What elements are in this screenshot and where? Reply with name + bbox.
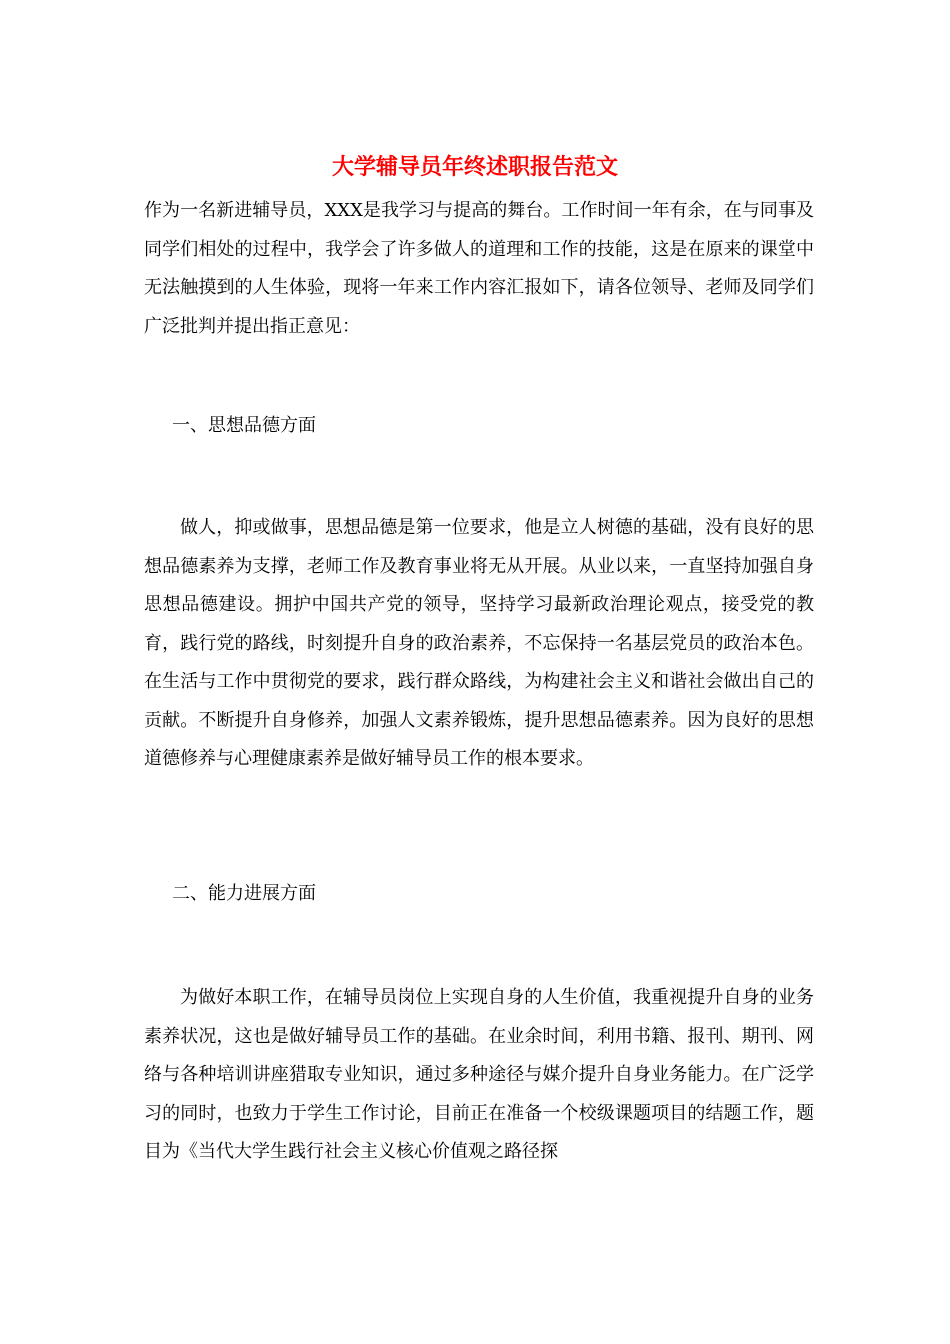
section-heading-ability: 二、能力进展方面 bbox=[172, 883, 316, 904]
section-body-moral: 做人，抑或做事，思想品德是第一位要求，他是立人树德的基础，没有良好的思想品德素养为支撑，老师工作及教育事业将无从开展。从业以来，一直坚持加强自身思想品德建设。拥护中国共产党的领导，坚持学习最新政治理论观点，接受党的教育，践行党的路线，时刻提升自身的政治素养，不忘保持一名基层党员的政治本色。在生活与工作中贯彻党的要求，践行群众路线，为构建社会主义和谐社会做出自己的贡献。不断提升自身修养，加强人文素养锻炼，提升思想品德素养。因为良好的思想道德修养与心理健康素养是做好辅导员工作的根本要求。 bbox=[144, 517, 814, 769]
section-heading-moral: 一、思想品德方面 bbox=[172, 415, 316, 436]
section-body-ability: 为做好本职工作，在辅导员岗位上实现自身的人生价值，我重视提升自身的业务素养状况，这也是做好辅导员工作的基础。在业余时间，利用书籍、报刊、期刊、网络与各种培训讲座猎取专业知识，通过多种途径与媒介提升自身业务能力。在广泛学习的同时，也致力于学生工作讨论，目前正在准备一个校级课题项目的结题工作，题目为《当代大学生践行社会主义核心价值观之路径探 bbox=[144, 987, 814, 1162]
document-title: 大学辅导员年终述职报告范文 bbox=[331, 154, 618, 180]
intro-paragraph: 作为一名新进辅导员，XXX是我学习与提高的舞台。工作时间一年有余，在与同事及同学们相处的过程中，我学会了许多做人的道理和工作的技能，这是在原来的课堂中无法触摸到的人生体验，现将一年来工作内容汇报如下，请各位领导、老师及同学们广泛批判并提出指正意见： bbox=[144, 200, 814, 337]
